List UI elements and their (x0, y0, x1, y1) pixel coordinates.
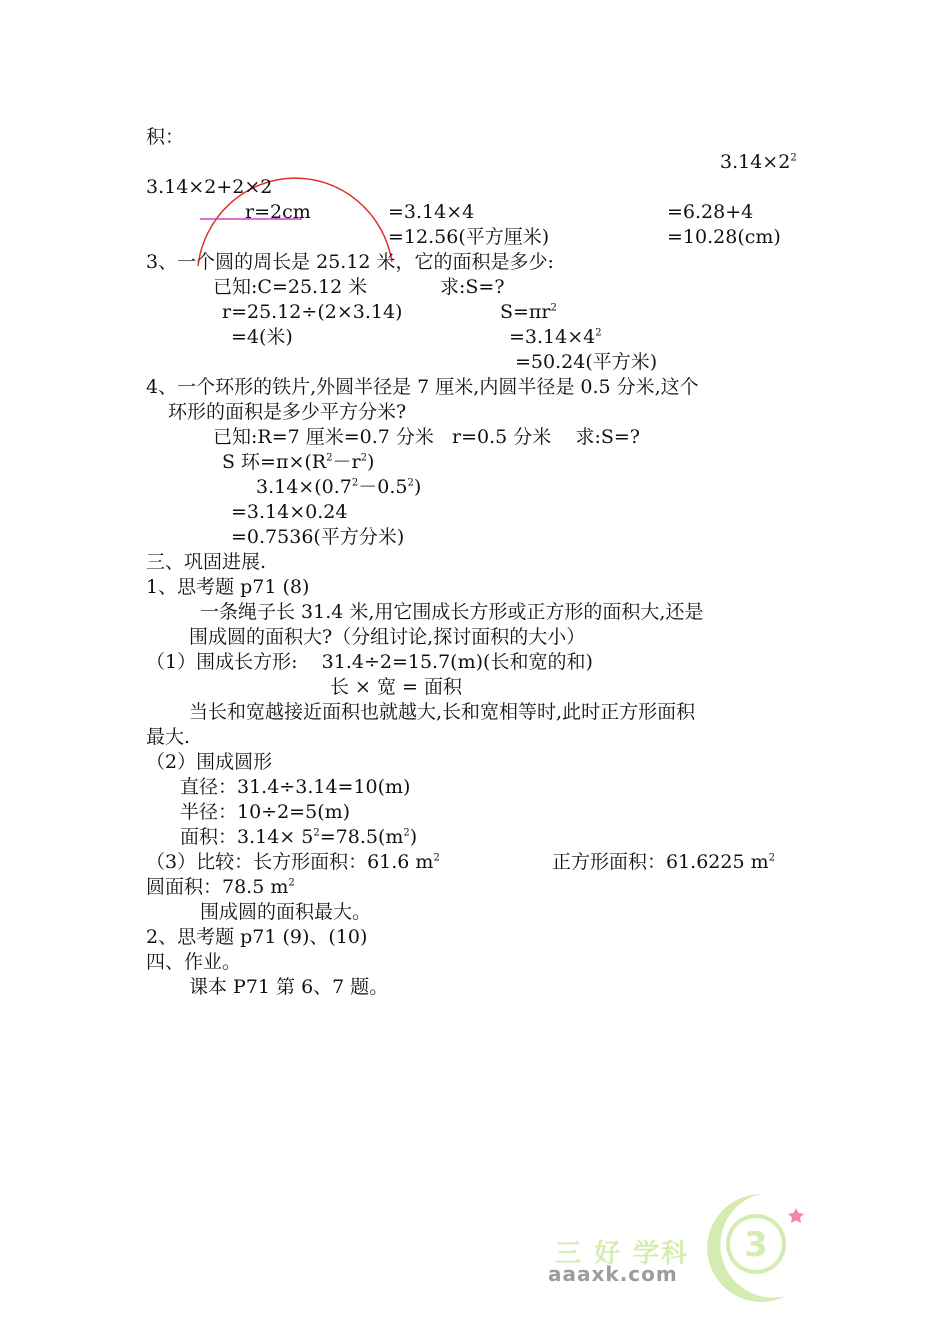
conclusion: 围成圆的面积最大。 (200, 901, 372, 923)
watermark-brand: 三 好 学科 (555, 1239, 690, 1269)
svg-text:3: 3 (744, 1225, 768, 1265)
case-2-circle: （2）围成圆形 (146, 751, 273, 773)
exercise-1-text-cont: 围成圆的面积大?（分组讨论,探讨面积的大小） (189, 626, 586, 648)
problem-3-title: 3、一个圆的周长是 25.12 米，它的面积是多少: (146, 251, 554, 273)
exercise-1-text: 一条绳子长 31.4 米,用它围成长方形或正方形的面积大,还是 (200, 601, 704, 623)
homework: 课本 P71 第 6、7 题。 (189, 976, 389, 998)
problem-3-find: 求:S=? (440, 276, 505, 298)
area-result: =12.56(平方厘米) (388, 226, 550, 248)
problem-4-title: 4、一个环形的铁片,外圆半径是 7 厘米,内圆半径是 0.5 分米,这个 (146, 376, 699, 398)
formula-perimeter: 3.14×2+2×2 (146, 176, 273, 198)
problem-3-answer: =50.24(平方米) (515, 351, 658, 373)
perimeter-step-1: =6.28+4 (667, 201, 754, 223)
problem-4-given: 已知:R=7 厘米=0.7 分米 r=0.5 分米 求:S=? (213, 426, 640, 448)
case-3-square: 正方形面积：61.6225 $m^2$ (552, 851, 776, 873)
problem-3-step: $=3.14\times 4^2$ (509, 326, 602, 348)
formula-3-14x2-sq: $3.14\times 2^2$ (720, 151, 797, 173)
problem-4-step-1: $3.14\times(0.7^2-0.5^2)$ (256, 476, 422, 498)
exercise-1-title: 1、思考题 p71 (8) (146, 576, 310, 598)
problem-4-formula: S 环$=\pi\times(R^2-r^2)$ (222, 451, 375, 473)
case-1-explanation: 当长和宽越接近面积也就越大,长和宽相等时,此时正方形面积 (189, 701, 696, 723)
line-area-label: 积： (146, 126, 185, 148)
watermark-url: aaaxk.com (548, 1262, 678, 1286)
problem-4-answer: =0.7536(平方分米) (231, 526, 405, 548)
watermark-logo-icon (690, 1188, 810, 1308)
section-3-heading: 三、巩固进展. (146, 551, 267, 573)
exercise-2-title: 2、思考题 p71 (9)、(10) (146, 926, 368, 948)
section-4-heading: 四、作业。 (146, 951, 242, 973)
problem-3-radius-result: =4(米) (231, 326, 293, 348)
area-step-1: =3.14×4 (388, 201, 475, 223)
case-1-formula: 长 × 宽 = 面积 (330, 676, 462, 698)
problem-4-title-cont: 环形的面积是多少平方分米? (168, 401, 407, 423)
problem-3-formula: $S=\pi r^2$ (500, 301, 557, 323)
case-2-diameter: 直径：31.4÷3.14=10(m) (180, 776, 411, 798)
problem-3-given: 已知:C=25.12 米 (213, 276, 368, 298)
problem-3-radius: r=25.12÷(2×3.14) (222, 301, 403, 323)
case-2-area: 面积：$3.14\times 5^2=78.5(m^2)$ (180, 826, 418, 848)
radius-label: r=2cm (245, 201, 311, 223)
case-1-rectangle: （1）围成长方形: 31.4÷2=15.7(m)(长和宽的和) (146, 651, 593, 673)
perimeter-result: =10.28(cm) (667, 226, 781, 248)
case-1-explanation-cont: 最大. (146, 726, 191, 748)
case-3-compare: （3）比较：长方形面积：61.6 $m^2$ (146, 851, 440, 873)
case-2-radius: 半径：10÷2=5(m) (180, 801, 351, 823)
problem-4-step-2: =3.14×0.24 (231, 501, 348, 523)
case-3-circle-area: 圆面积：78.5 $m^2$ (146, 876, 295, 898)
